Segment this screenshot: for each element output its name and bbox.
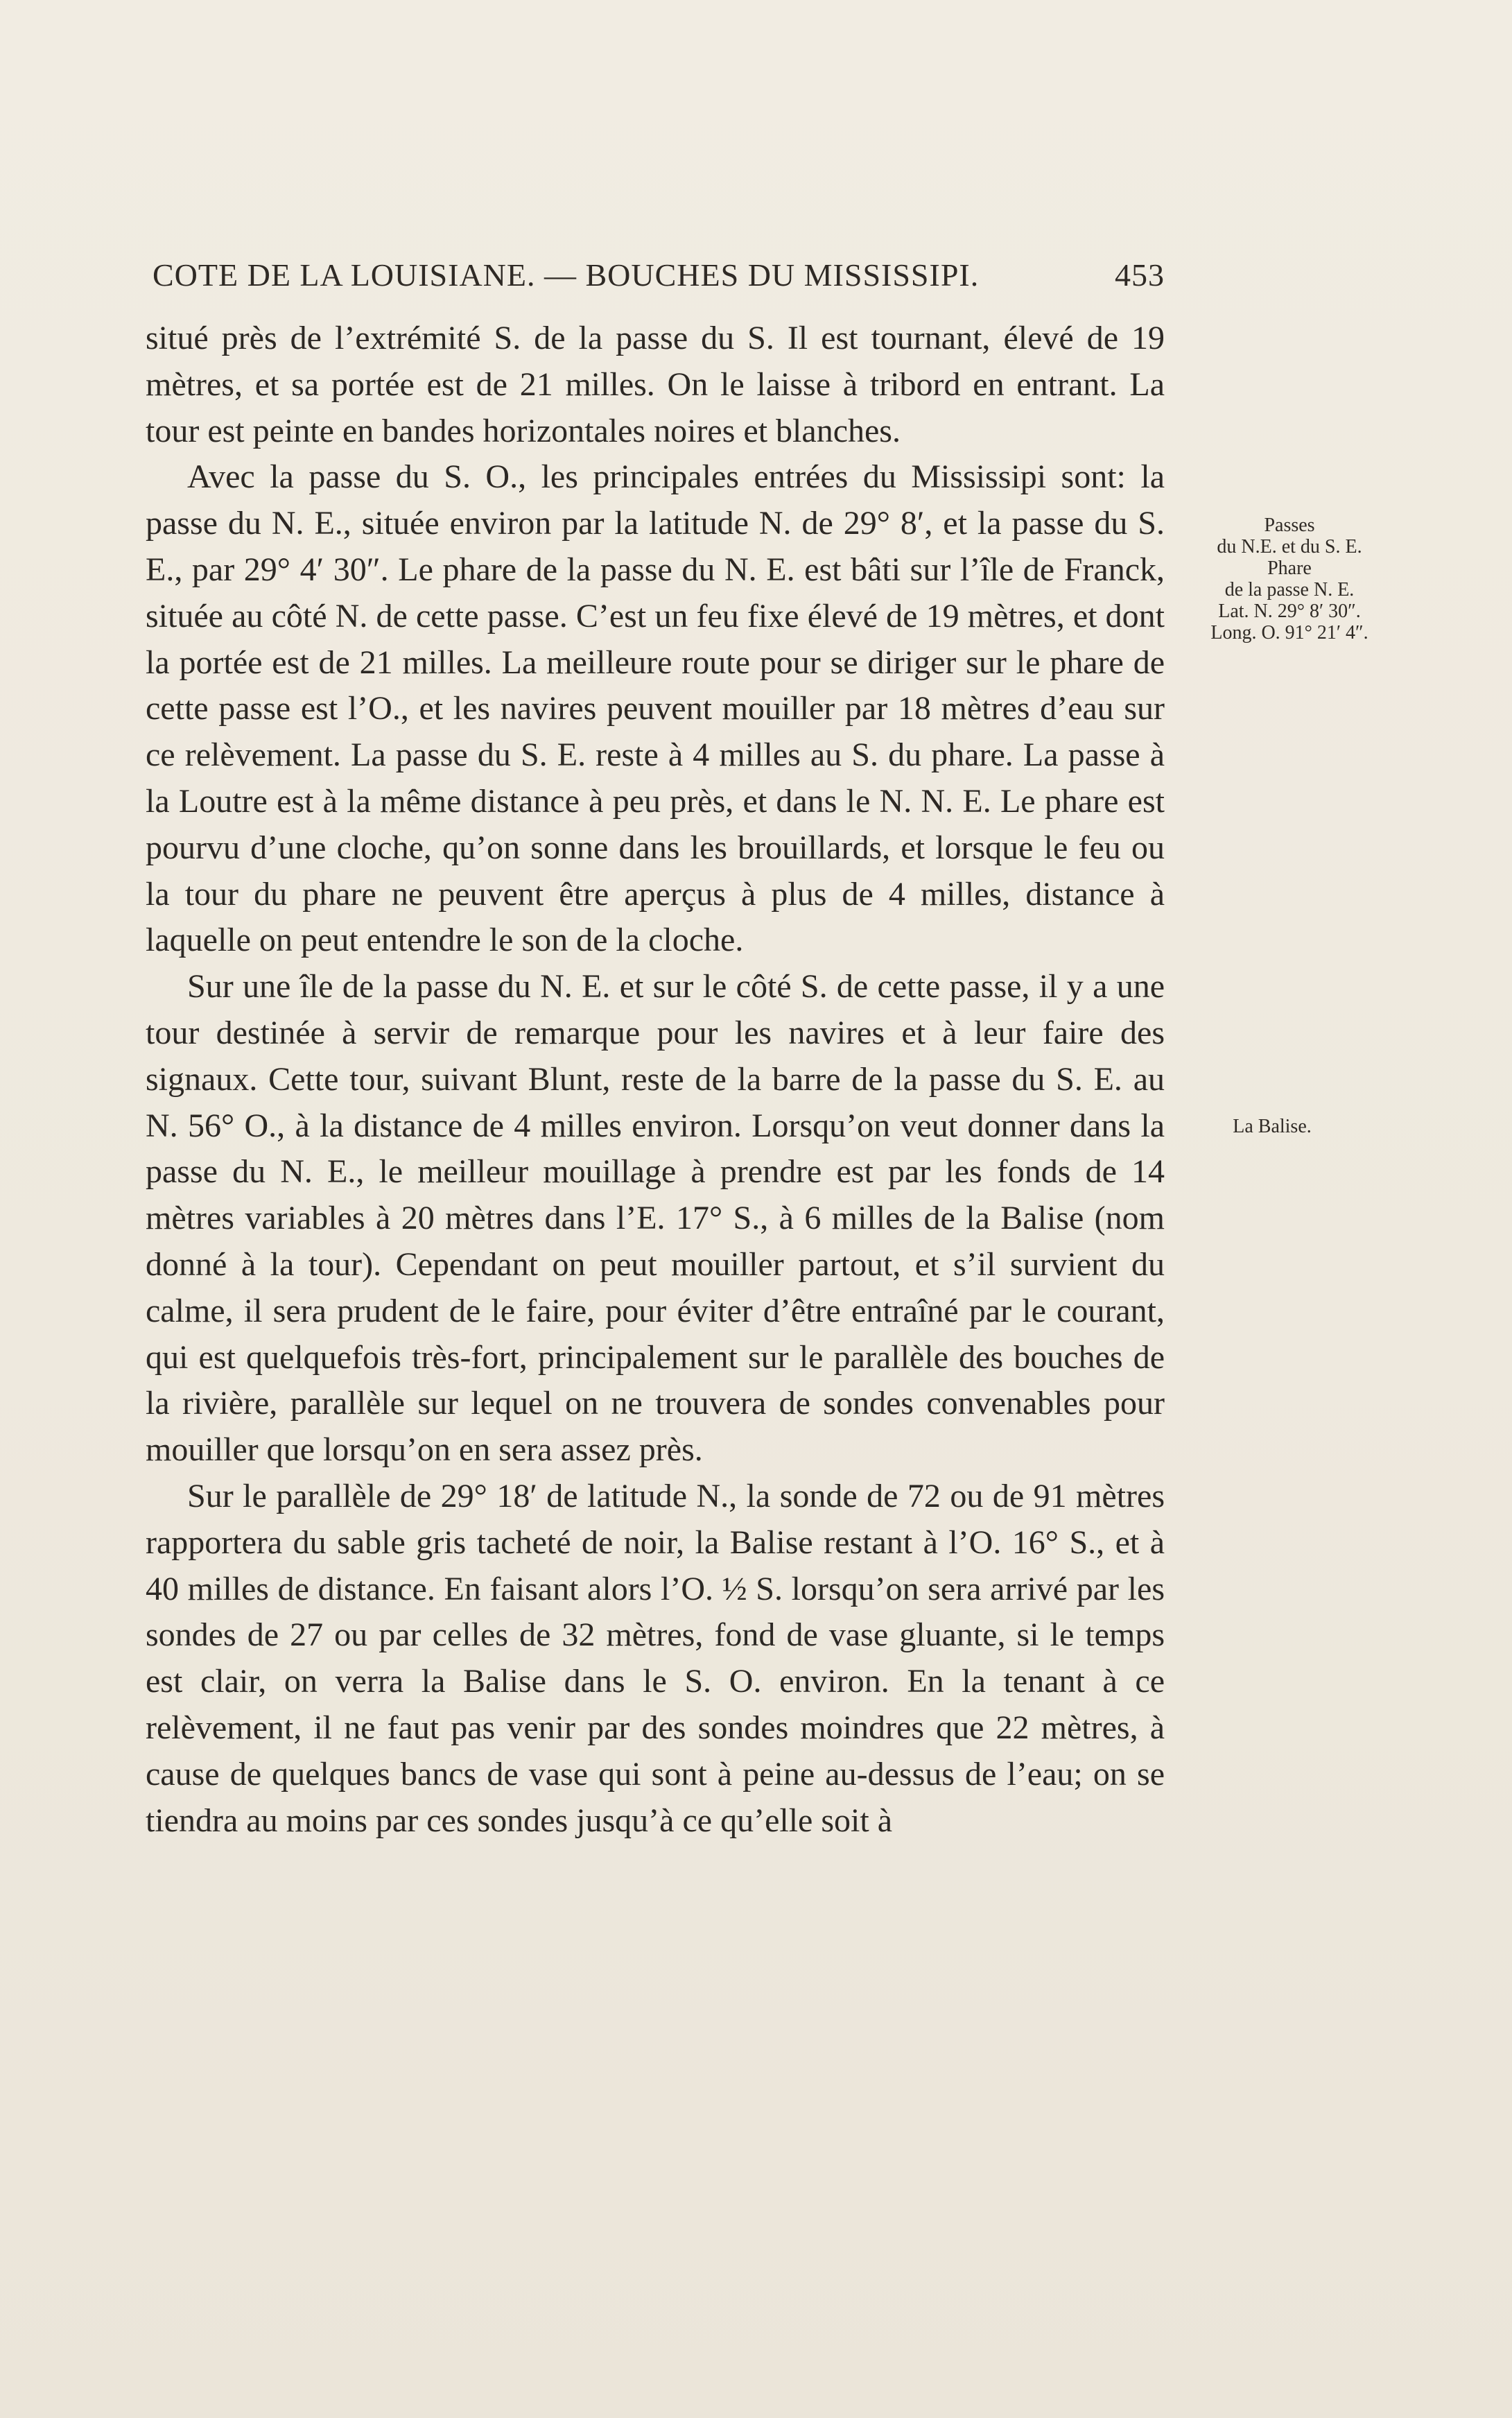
paragraph: Avec la passe du S. O., les principales entrées du Mississipi sont: la passe du N. E., située environ par la latitude N. de 29° 8′, et la passe du S. E., par 29° 4′ 30″. Le phare de la passe du N. E. est bâti sur l’île de Franck, située au côté N. de cette passe. C’est un feu fixe élevé de 19 mètres, et dont la portée est de 21 milles. La meilleure route pour se diriger sur le phare de cette passe est l’O., et les navires peuvent mouiller par 18 mètres d’eau sur ce relèvement. La passe du S. E. reste à 4 milles au S. du phare. La passe à la Loutre est à la même distance à peu près, et dans le N. N. E. Le phare est pourvu d’une cloche, qu’on sonne dans les brouillards, et lorsque le feu ou la tour du phare ne peuvent être aperçus à plus de 4 milles, distance à laquelle on peut entendre le son de la cloche.: [146, 458, 1165, 959]
margin-line: La Balise.: [1233, 1116, 1312, 1137]
margin-line: Phare: [1267, 558, 1312, 579]
margin-note-balise: [1196, 1116, 1348, 1137]
paragraph: Sur le parallèle de 29° 18′ de latitude N., la sonde de 72 ou de 91 mètres rapportera du sable gris tacheté de noir, la Balise restant à l’O. 16° S., et à 40 milles de distance. En faisant alors l’O. ½ S. lorsqu’on sera arrivé par les sondes de 27 ou par celles de 32 mètres, fond de vase gluante, si le temps est clair, on verra la Balise dans le S. O. environ. En la tenant à ce relèvement, il ne faut pas venir par des sondes moindres que 22 mètres, à cause de quelques bancs de vase qui sont à peine au-dessus de l’eau; on se tiendra au moins par ces sondes jusqu’à ce qu’elle soit à: [146, 1477, 1165, 1839]
paragraph: situé près de l’extrémité S. de la passe du S. Il est tournant, élevé de 19 mètres, et sa portée est de 21 milles. On le laisse à tribord en entrant. La tour est peinte en bandes horizontales noires et blanches.: [146, 320, 1165, 449]
header-title: COTE DE LA LOUISIANE. — BOUCHES DU MISSISSIPI.: [153, 257, 980, 293]
margin-line: du N.E. et du S. E.: [1217, 536, 1362, 558]
body-text: [146, 316, 1165, 1844]
margin-line: Lat. N. 29° 8′ 30″.: [1218, 601, 1361, 622]
running-header: [153, 257, 1165, 293]
margin-line: Passes: [1264, 515, 1315, 536]
margin-note-passes: [1175, 515, 1404, 644]
margin-line: de la passe N. E.: [1224, 579, 1355, 601]
paragraph: Sur une île de la passe du N. E. et sur le côté S. de cette passe, il y a une tour destinée à servir de remarque pour les navires et à leur faire des signaux. Cette tour, suivant Blunt, reste de la barre de la passe du S. E. au N. 56° O., à la distance de 4 milles environ. Lorsqu’on veut donner dans la passe du N. E., le meilleur mouillage à prendre est par les fonds de 14 mètres variables à 20 mètres dans l’E. 17° S., à 6 milles de la Balise (nom donné à la tour). Cependant on peut mouiller partout, et s’il survient du calme, il sera prudent de le faire, pour éviter d’être entraîné par le courant, qui est quelquefois très-fort, principalement sur le parallèle des bouches de la rivière, parallèle sur lequel on ne trouvera de sondes convenables pour mouiller que lorsqu’on en sera assez près.: [146, 968, 1165, 1469]
margin-line: Long. O. 91° 21′ 4″.: [1210, 622, 1368, 644]
page-number: 453: [1115, 257, 1165, 293]
